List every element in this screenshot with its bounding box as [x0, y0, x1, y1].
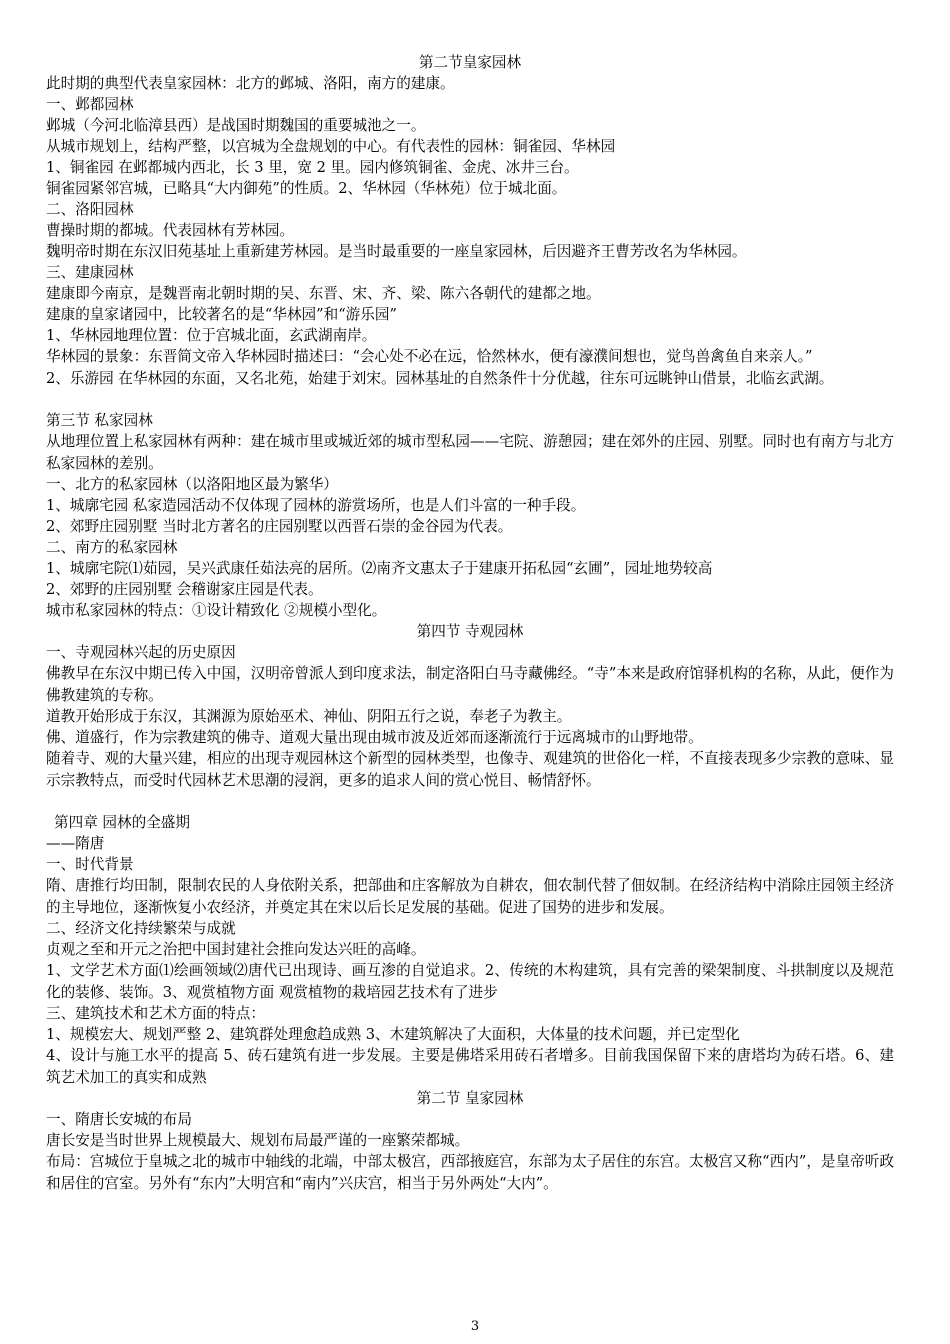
paragraph: 从地理位置上私家园林有两种：建在城市里或城近郊的城市型私园——宅院、游憩园；建在郊外的庄园、别墅。同时也有南方与北方私家园林的差别。	[46, 433, 894, 472]
paragraph: 华林园的景象：东晋简文帝入华林园时描述曰：“会心处不必在远，恰然林水，便有濠濮间想也，觉鸟兽禽鱼自来亲人。”	[46, 348, 813, 365]
paragraph: 唐长安是当时世界上规模最大、规划布局最严谨的一座繁荣都城。	[46, 1132, 470, 1149]
paragraph: 2、乐游园 在华林园的东面，又名北苑，始建于刘宋。园林基址的自然条件十分优越，往东可远眺钟山借景，北临玄武湖。	[46, 369, 834, 387]
section-heading: 第四节 寺观园林	[416, 623, 524, 640]
paragraph: 2、郊野庄园别墅 当时北方著名的庄园别墅以西晋石崇的金谷园为代表。	[46, 518, 513, 535]
subheading: 一、邺都园林	[46, 96, 134, 113]
paragraph: 1、文学艺术方面⑴绘画领域⑵唐代已出现诗、画互渗的自觉追求。2、传统的木构建筑，具有完善的梁架制度、斗拱制度以及规范化的装修、装饰。3、观赏植物方面 观赏植物的栽培园艺技术有了进步	[46, 962, 894, 1001]
paragraph: 建康即今南京，是魏晋南北朝时期的吴、东晋、宋、齐、梁、陈六各朝代的建都之地。	[46, 285, 601, 302]
subheading: 一、时代背景	[46, 856, 134, 873]
document-page	[46, 52, 894, 1194]
paragraph: 1、城廓宅院⑴茹园，吴兴武康任茹法亮的居所。⑵南齐文惠太子于建康开拓私园“玄圃”，园址地势较高	[46, 560, 713, 577]
subheading: 二、经济文化持续繁荣与成就	[46, 920, 236, 937]
section-heading: 第二节 皇家园林	[416, 1090, 524, 1107]
paragraph: 1、规模宏大、规划严整 2、建筑群处理愈趋成熟 3、木建筑解决了大面积，大体量的技术问题，并已定型化	[46, 1026, 740, 1043]
paragraph: 1、城廓宅园 私家造园活动不仅体现了园林的游赏场所，也是人们斗富的一种手段。	[46, 497, 586, 514]
paragraph: 布局：宫城位于皇城之北的城市中轴线的北端，中部太极宫，西部掖庭宫，东部为太子居住的东宫。太极宫又称“西内”，是皇帝听政和居住的宫室。另外有“东内”大明宫和“南内”兴庆宫，相当于另外两处“大内”。	[46, 1153, 894, 1192]
subheading: 一、隋唐长安城的布局	[46, 1111, 192, 1128]
subheading: 三、建筑技术和艺术方面的特点：	[46, 1005, 265, 1022]
chapter-subtitle: ——隋唐	[46, 835, 105, 852]
paragraph: 道教开始形成于东汉，其渊源为原始巫术、神仙、阴阳五行之说，奉老子为教主。	[46, 708, 572, 725]
blank-line	[46, 791, 894, 812]
paragraph: 贞观之至和开元之治把中国封建社会推向发达兴旺的高峰。	[46, 941, 426, 958]
paragraph: 2、郊野的庄园别墅 会稽谢家庄园是代表。	[46, 581, 323, 598]
subheading: 一、寺观园林兴起的历史原因	[46, 644, 236, 661]
paragraph: 魏明帝时期在东汉旧苑基址上重新建芳林园。是当时最重要的一座皇家园林，后因避齐王曹芳改名为华林园。	[46, 243, 747, 260]
paragraph: 隋、唐推行均田制，限制农民的人身依附关系，把部曲和庄客解放为自耕农，佃农制代替了佃奴制。在经济结构中消除庄园领主经济的主导地位，逐渐恢复小农经济，并奠定其在宋以后长足发展的基础。促进了国势的进步和发展。	[46, 877, 894, 916]
paragraph: 此时期的典型代表皇家园林：北方的邺城、洛阳，南方的建康。	[46, 75, 455, 92]
paragraph: 1、铜雀园 在邺都城内西北，长 3 里，宽 2 里。园内修筑铜雀、金虎、冰井三台。	[46, 159, 579, 176]
paragraph: 4、设计与施工水平的提高 5、砖石建筑有进一步发展。主要是佛塔采用砖石者增多。目前我国保留下来的唐塔均为砖石塔。6、建筑艺术加工的真实和成熟	[46, 1047, 894, 1086]
paragraph: 佛、道盛行，作为宗教建筑的佛寺、道观大量出现由城市波及近郊而逐渐流行于远离城市的山野地带。	[46, 729, 703, 746]
paragraph: 邺城（今河北临漳县西）是战国时期魏国的重要城池之一。	[46, 117, 426, 134]
section-heading: 第三节 私家园林	[46, 412, 153, 429]
paragraph: 随着寺、观的大量兴建，相应的出现寺观园林这个新型的园林类型，也像寺、观建筑的世俗化一样，不直接表现多少宗教的意味、显示宗教特点，而受时代园林艺术思潮的浸润，更多的追求人间的赏心悦目、畅情舒怀。	[46, 750, 894, 789]
paragraph: 佛教早在东汉中期已传入中国，汉明帝曾派人到印度求法，制定洛阳白马寺藏佛经。“寺”本来是政府馆驿机构的名称，从此，便作为佛教建筑的专称。	[46, 665, 894, 704]
section-heading: 第二节皇家园林	[418, 54, 522, 71]
paragraph: 建康的皇家诸园中，比较著名的是“华林园”和“游乐园”	[46, 306, 397, 323]
subheading: 一、北方的私家园林（以洛阳地区最为繁华）	[46, 476, 338, 493]
subheading: 二、南方的私家园林	[46, 539, 178, 556]
page-number: 3	[470, 1319, 480, 1334]
blank-line	[46, 389, 894, 410]
subheading: 二、洛阳园林	[46, 201, 134, 218]
paragraph: 铜雀园紧邻宫城，已略具“大内御苑”的性质。2、华林园（华林苑）位于城北面。	[46, 180, 567, 197]
paragraph: 从城市规划上，结构严整，以宫城为全盘规划的中心。有代表性的园林：铜雀园、华林园	[46, 138, 616, 155]
paragraph: 城市私家园林的特点：①设计精致化 ②规模小型化。	[46, 602, 387, 619]
chapter-heading: 第四章 园林的全盛期	[54, 814, 190, 831]
paragraph: 曹操时期的都城。代表园林有芳林园。	[46, 222, 295, 239]
paragraph: 1、华林园地理位置：位于宫城北面，玄武湖南岸。	[46, 327, 377, 344]
subheading: 三、建康园林	[46, 264, 134, 281]
